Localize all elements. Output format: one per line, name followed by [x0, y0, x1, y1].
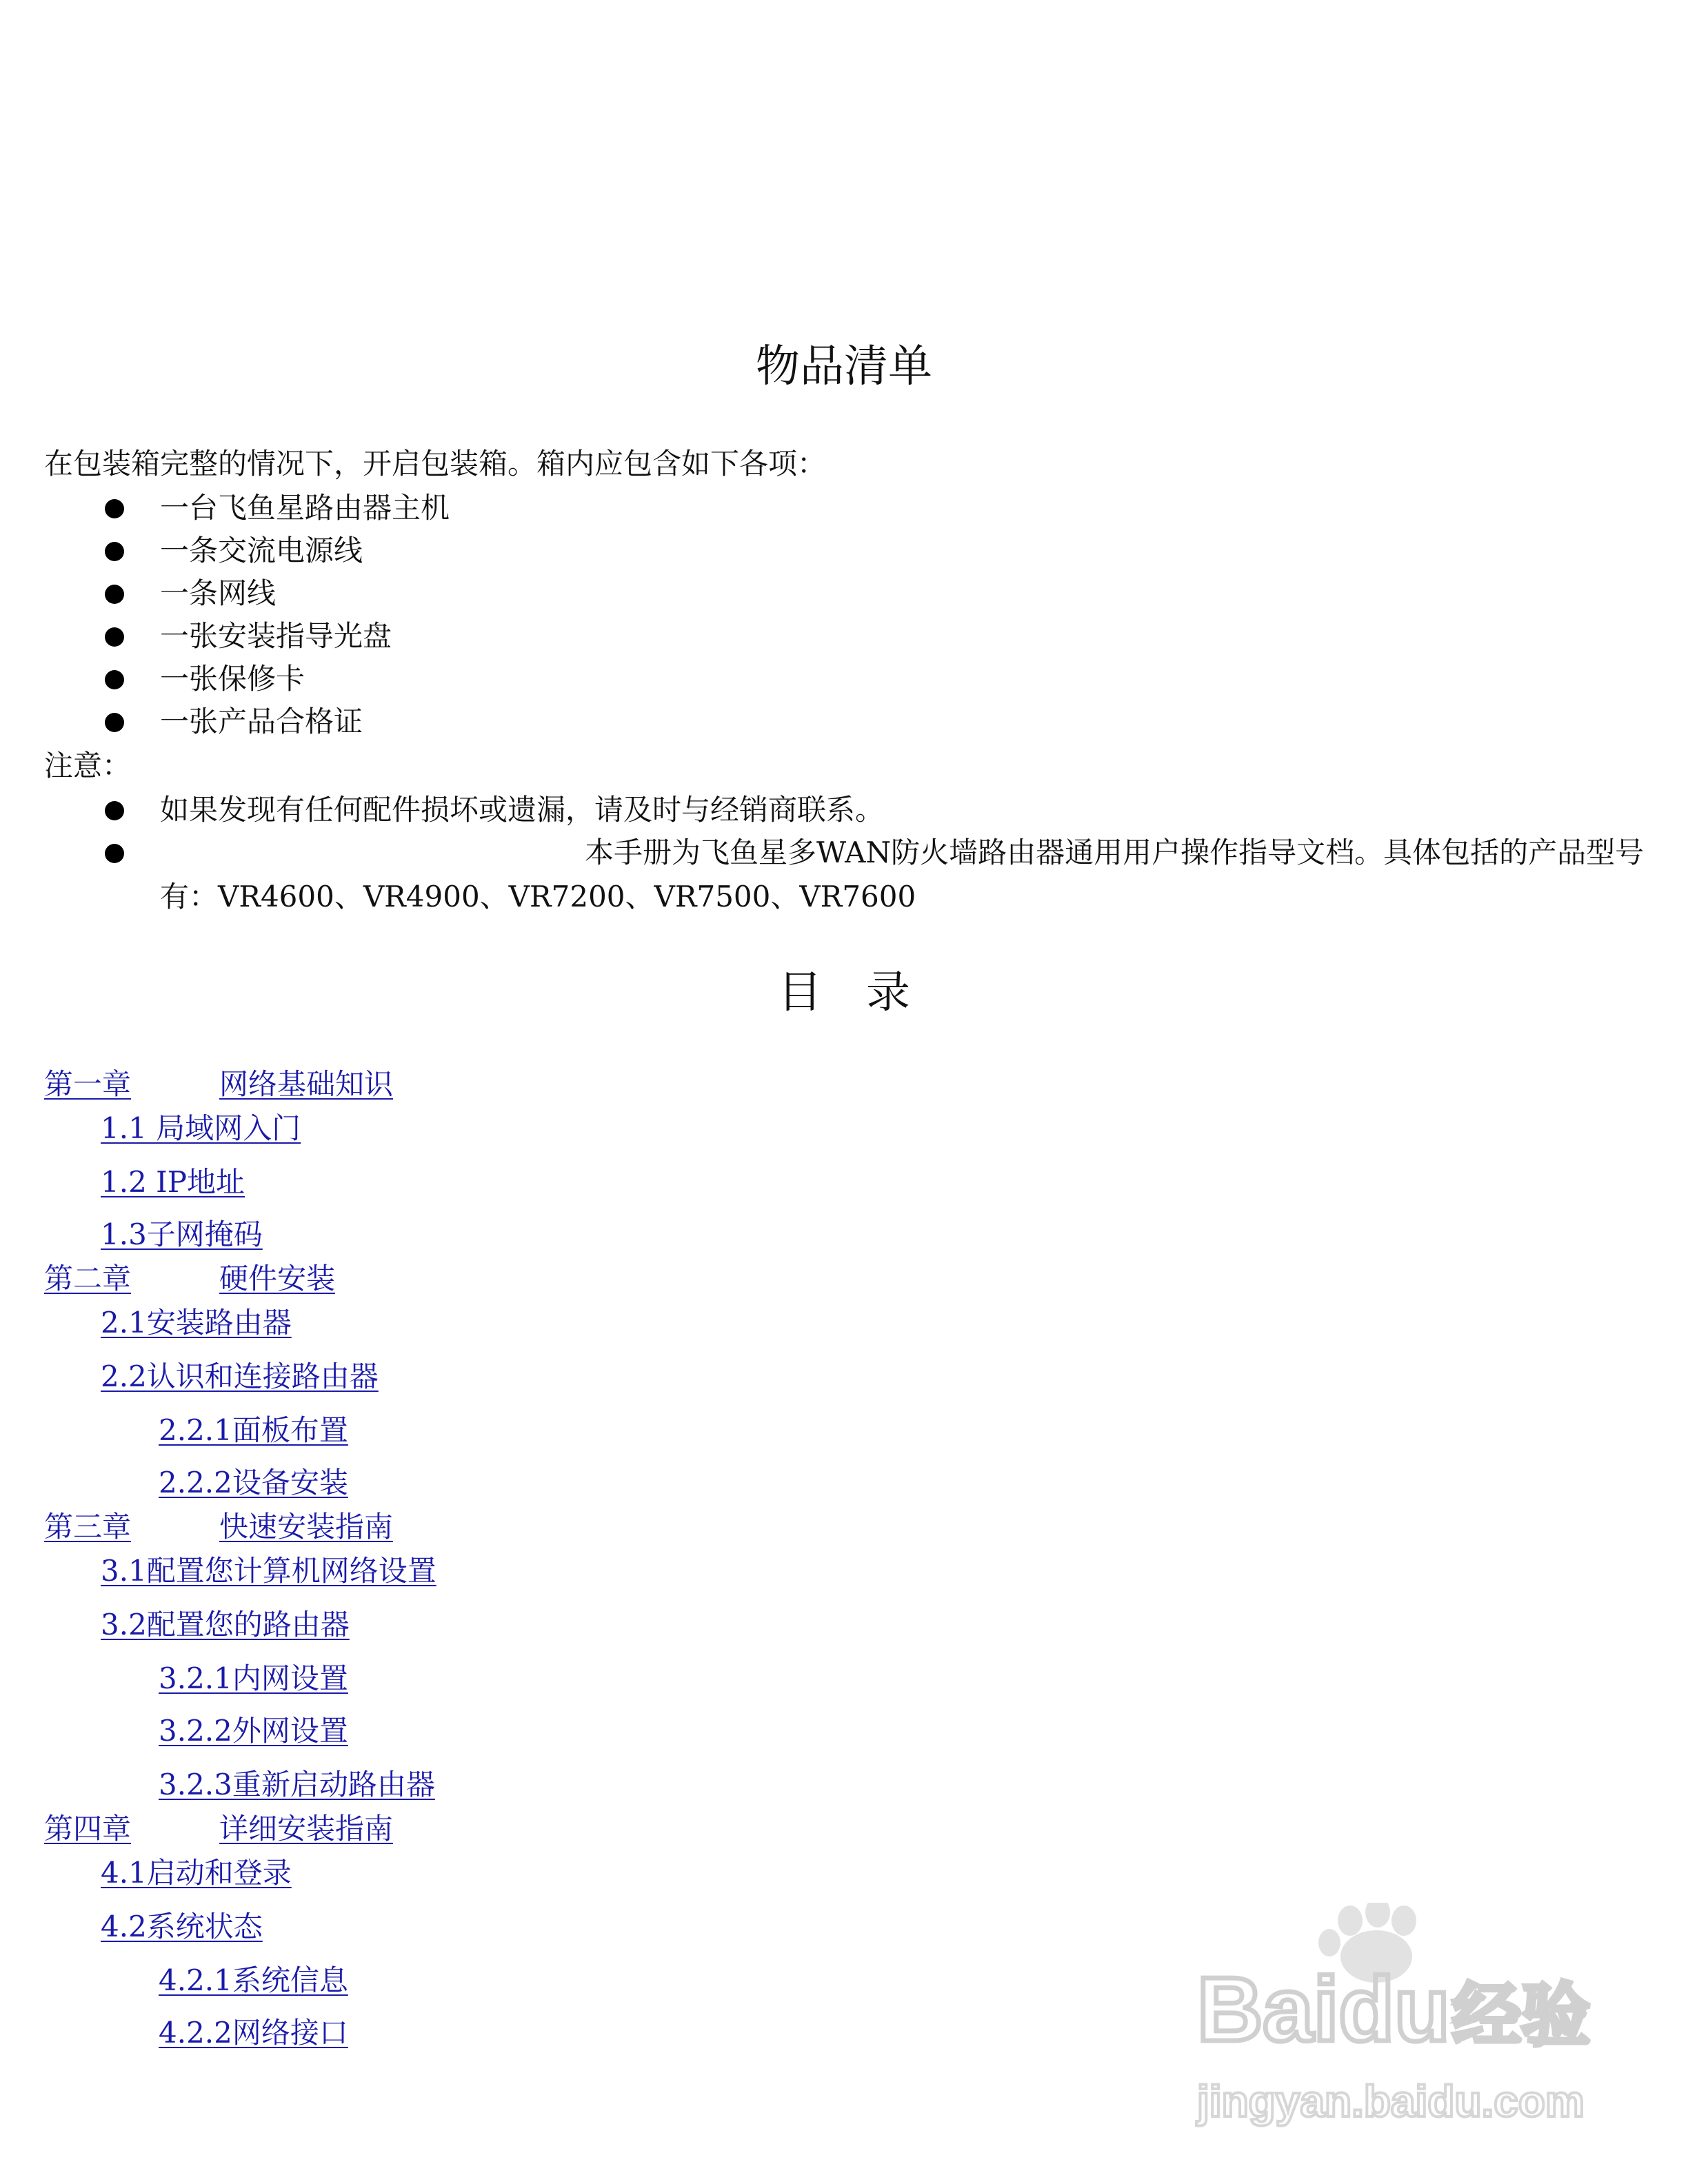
toc-link[interactable]: 3.2配置您的路由器 [101, 1608, 350, 1641]
toc-section-4-2-1[interactable] [159, 1963, 348, 1997]
watermark-url: jingyan.baidu.com [1197, 2076, 1585, 2126]
bullet-icon [105, 627, 124, 647]
toc-section-4-1[interactable] [101, 1856, 292, 1890]
toc-section-1-2[interactable] [101, 1165, 245, 1199]
list-item: 一台飞鱼星路由器主机 [160, 491, 450, 525]
chapter-title: 快速安装指南 [219, 1510, 394, 1544]
chapter-number: 第二章 [44, 1262, 132, 1295]
toc-chapter-4[interactable] [44, 1812, 394, 1846]
bullet-icon [105, 670, 124, 689]
toc-section-4-2-2[interactable] [159, 2016, 348, 2050]
chapter-title: 硬件安装 [219, 1262, 336, 1295]
toc-link[interactable]: 1.3子网掩码 [101, 1217, 263, 1251]
watermark-brand: Baidu [1197, 1959, 1450, 2060]
chapter-title: 详细安装指南 [219, 1812, 394, 1846]
toc-section-4-2[interactable] [101, 1912, 263, 1941]
list-item: 一张安装指导光盘 [160, 619, 392, 653]
toc-link[interactable]: 3.2.2外网设置 [159, 1714, 348, 1748]
toc-section-3-2[interactable] [101, 1610, 350, 1639]
bullet-icon [105, 801, 124, 820]
bullet-icon [105, 844, 124, 863]
toc-link[interactable]: 2.1安装路由器 [101, 1306, 292, 1339]
toc-section-3-1[interactable] [101, 1554, 436, 1588]
bullet-icon [105, 585, 124, 604]
note-item: 本手册为飞鱼星多WAN防火墙路由器通用用户操作指导文档。具体包括的产品型号 [585, 836, 1645, 869]
list-item: 一条交流电源线 [160, 534, 363, 567]
toc-section-3-2-1[interactable] [159, 1661, 348, 1695]
toc-link[interactable]: 1.2 IP地址 [101, 1165, 245, 1199]
chapter-number: 第四章 [44, 1812, 132, 1846]
chapter-number: 第一章 [44, 1067, 132, 1101]
toc-section-1-1[interactable] [101, 1111, 301, 1145]
packing-intro: 在包装箱完整的情况下，开启包装箱。箱内应包含如下各项： [44, 447, 827, 481]
list-item: 一张产品合格证 [160, 705, 363, 738]
toc-section-2-2[interactable] [101, 1359, 379, 1393]
toc-section-3-2-3[interactable] [159, 1770, 435, 1799]
toc-link[interactable]: 3.2.3重新启动路由器 [159, 1768, 435, 1801]
toc-link[interactable]: 4.2系统状态 [101, 1910, 263, 1943]
note-item: 如果发现有任何配件损坏或遗漏，请及时与经销商联系。 [160, 793, 885, 827]
toc-chapter-2[interactable] [44, 1264, 335, 1293]
toc-section-3-2-2[interactable] [159, 1714, 348, 1748]
bullet-icon [105, 713, 124, 732]
chapter-number: 第三章 [44, 1510, 132, 1544]
note-label: 注意： [44, 749, 132, 782]
toc-link[interactable]: 2.2.2设备安装 [159, 1466, 348, 1499]
toc-chapter-3[interactable] [44, 1510, 394, 1544]
chapter-title: 网络基础知识 [219, 1067, 394, 1101]
toc-link[interactable]: 2.2认识和连接路由器 [101, 1359, 379, 1393]
toc-link[interactable] [44, 1812, 393, 1846]
toc-chapter-1[interactable] [44, 1067, 394, 1101]
toc-link[interactable]: 3.2.1内网设置 [159, 1661, 348, 1695]
toc-link[interactable] [44, 1262, 335, 1295]
toc-link[interactable]: 4.1启动和登录 [101, 1856, 292, 1890]
toc-section-2-2-1[interactable] [159, 1413, 348, 1447]
list-item: 一张保修卡 [160, 662, 305, 696]
toc-section-2-1[interactable] [101, 1308, 292, 1337]
note-item-continued: 有：VR4600、VR4900、VR7200、VR7500、VR7600 [160, 880, 916, 913]
toc-link[interactable] [44, 1067, 393, 1101]
toc-link[interactable]: 1.1 局域网入门 [101, 1111, 301, 1145]
toc-link[interactable] [44, 1510, 393, 1544]
toc-link[interactable]: 4.2.2网络接口 [159, 2016, 348, 2050]
toc-title: 目 录 [778, 967, 910, 1018]
packing-list-title: 物品清单 [756, 341, 932, 392]
toc-link[interactable]: 2.2.1面板布置 [159, 1413, 348, 1447]
watermark-suffix: 经验 [1452, 1975, 1590, 2056]
toc-link[interactable]: 4.2.1系统信息 [159, 1963, 348, 1997]
toc-section-1-3[interactable] [101, 1217, 263, 1251]
bullet-icon [105, 499, 124, 518]
baidu-jingyan-watermark [1172, 1903, 1600, 2130]
toc-link[interactable]: 3.1配置您计算机网络设置 [101, 1554, 436, 1588]
bullet-icon [105, 542, 124, 561]
list-item: 一条网线 [160, 576, 277, 610]
toc-section-2-2-2[interactable] [159, 1468, 348, 1497]
